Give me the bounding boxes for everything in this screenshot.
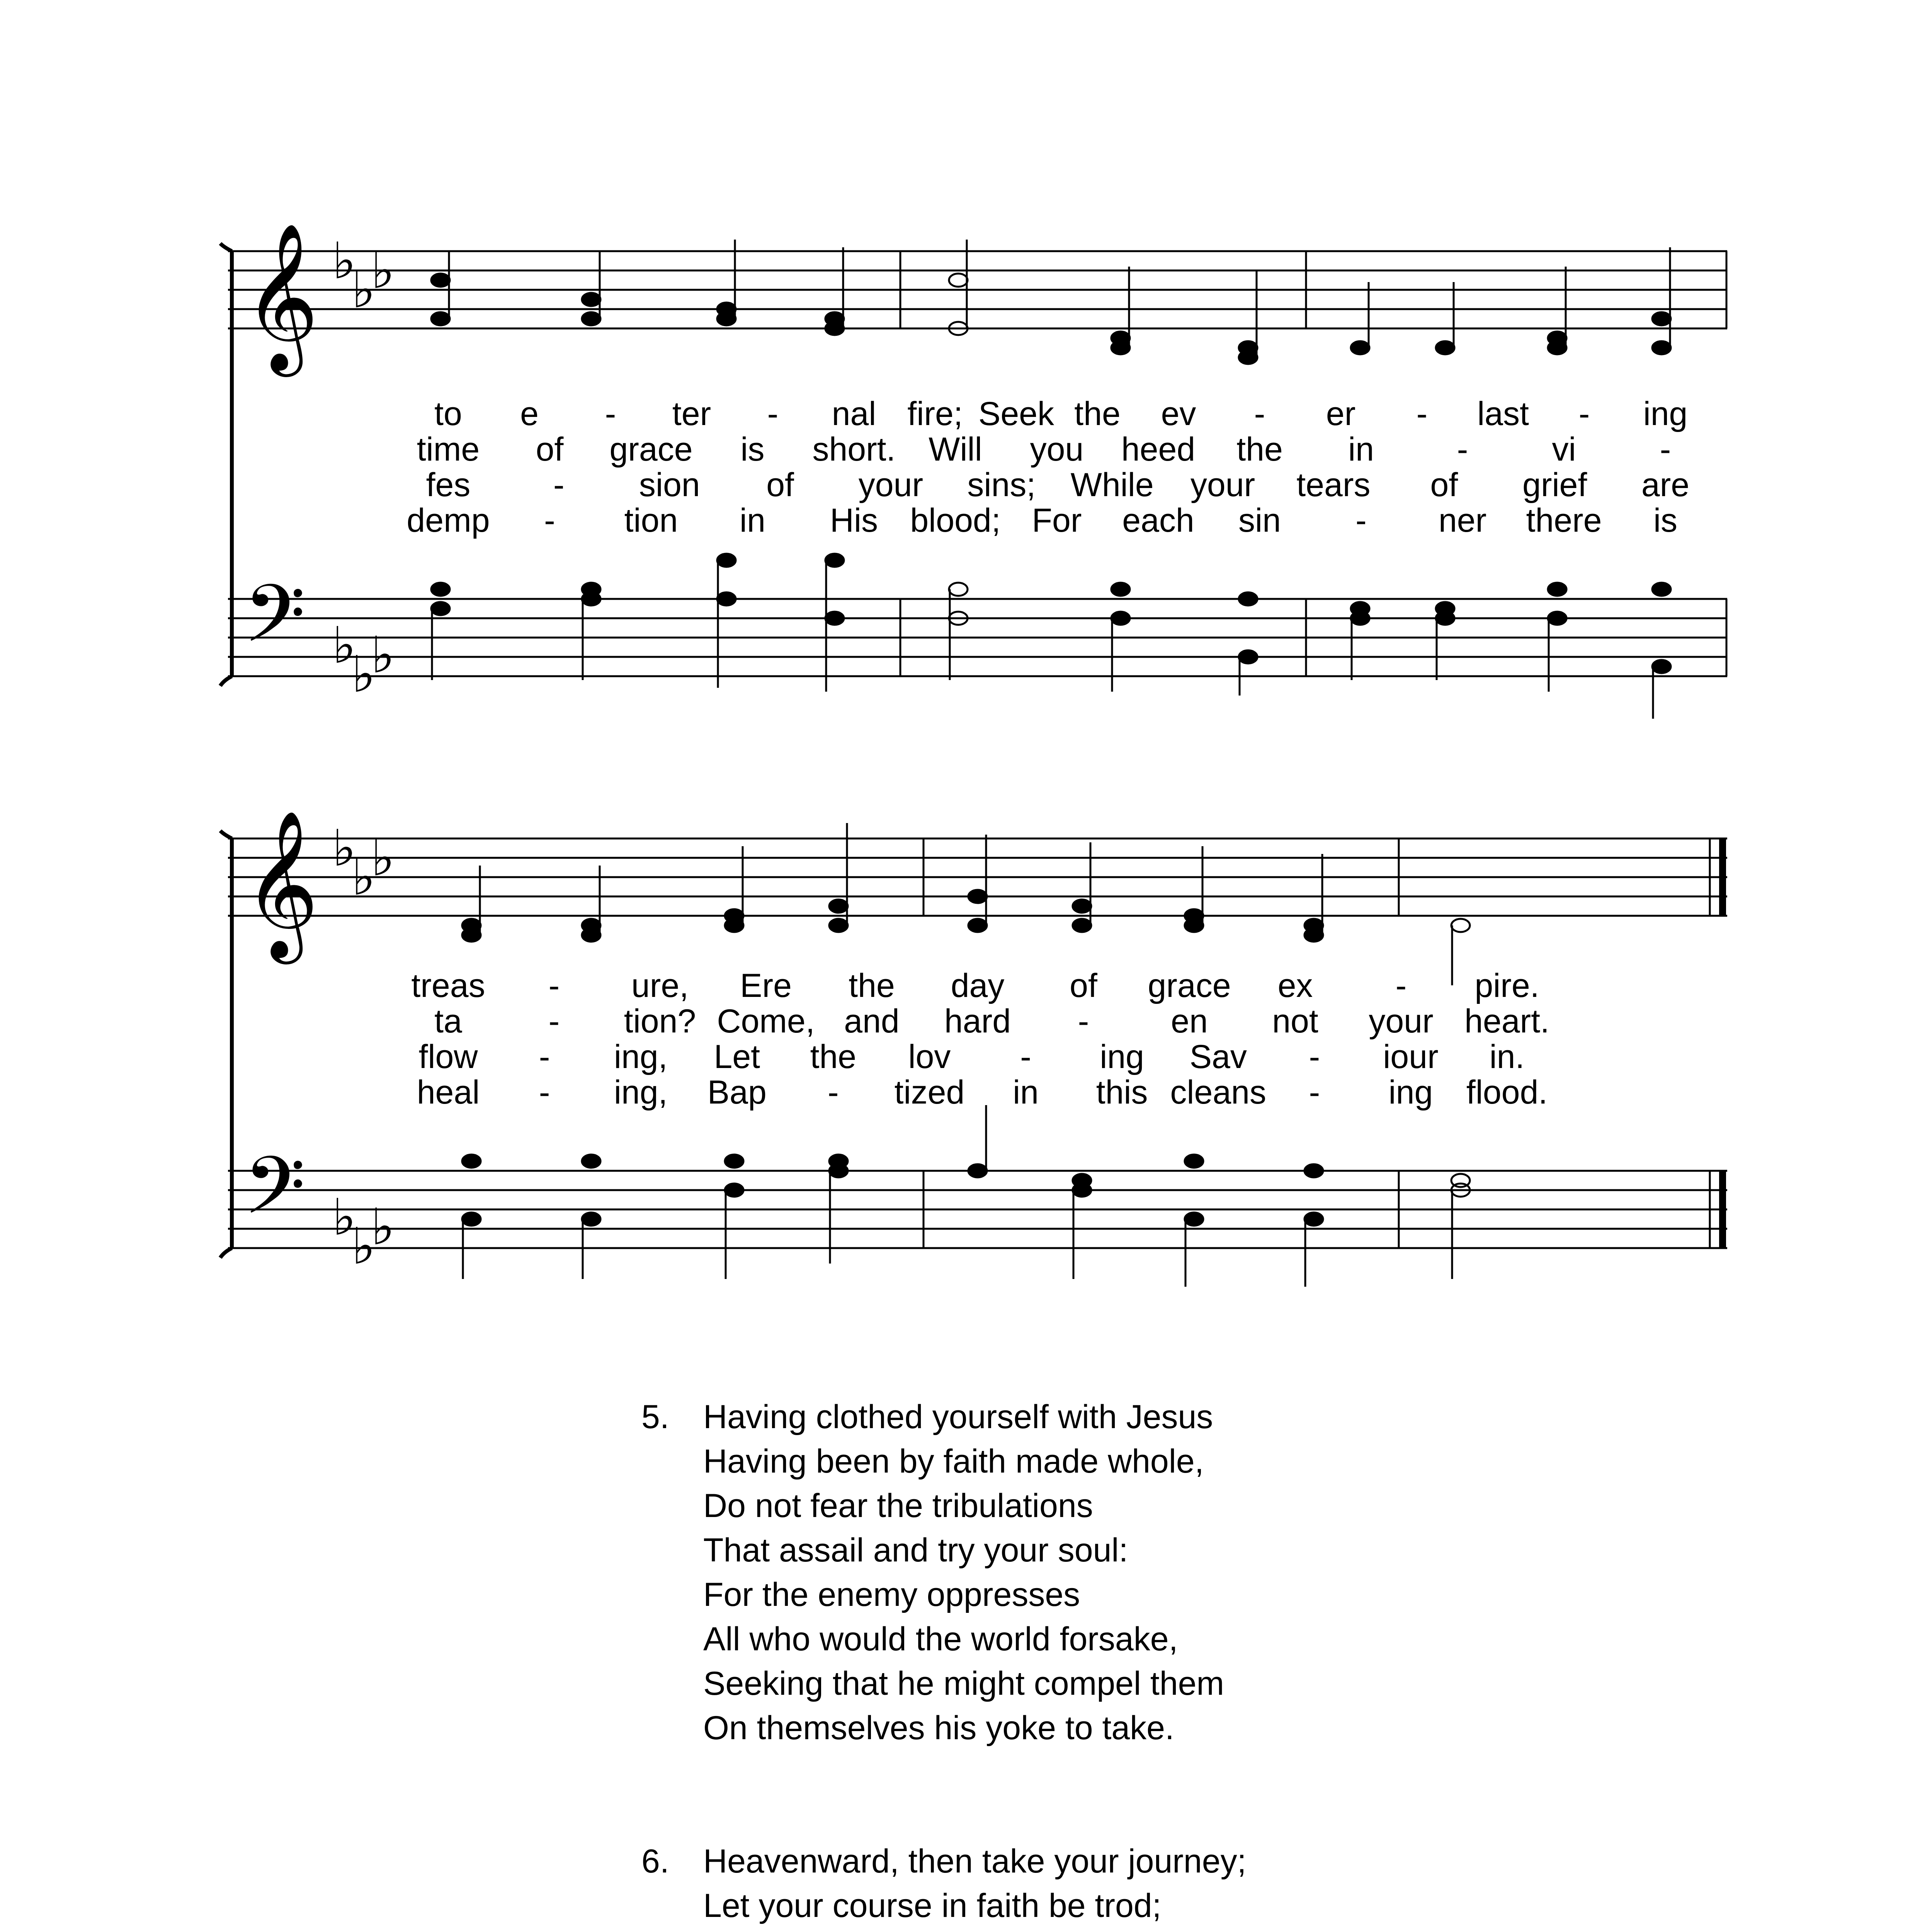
lyric-syllable: iour xyxy=(1383,1038,1439,1075)
lyric-syllable: nal xyxy=(832,395,876,432)
system2-bracket xyxy=(220,831,232,1258)
svg-text:♭: ♭ xyxy=(371,1197,395,1256)
lyric-syllable: demp xyxy=(406,502,490,539)
lyric-syllable: ing, xyxy=(614,1074,668,1111)
lyric-syllable: are xyxy=(1641,466,1690,503)
lyric-syllable: Let xyxy=(714,1038,760,1075)
lyric-syllable: Come, xyxy=(717,1003,815,1040)
svg-text:♭: ♭ xyxy=(352,260,376,319)
lyric-syllable: - xyxy=(1660,431,1671,468)
lyric-syllable: and xyxy=(844,1003,900,1040)
lyric-syllable: ev xyxy=(1161,395,1196,432)
lyric-syllable: cleans xyxy=(1170,1074,1267,1111)
lyric-syllable: ing, xyxy=(614,1038,668,1075)
lyric-syllable: - xyxy=(1355,502,1367,539)
lyric-syllable: tears xyxy=(1296,466,1371,503)
verse-number: 6. xyxy=(641,1843,669,1880)
lyric-syllable: ing xyxy=(1643,395,1688,432)
lyric-syllable: - xyxy=(1309,1038,1320,1075)
treble-clef-icon: 𝄞 xyxy=(243,809,319,957)
verse-line: Having been by faith made whole, xyxy=(703,1443,1204,1480)
lyric-syllable: - xyxy=(605,395,616,432)
lyric-syllable: grace xyxy=(609,431,693,468)
system1-treble-notes xyxy=(431,240,1671,364)
lyric-syllable: vi xyxy=(1552,431,1576,468)
lyric-syllable: you xyxy=(1030,431,1084,468)
lyric-syllable: tized xyxy=(894,1074,965,1111)
lyric-syllable: the xyxy=(1074,395,1121,432)
lyric-syllable: not xyxy=(1272,1003,1318,1040)
lyric-syllable: blood; xyxy=(910,502,1001,539)
verse-line: Let your course in faith be trod; xyxy=(703,1887,1162,1924)
system1-bass-notes xyxy=(431,554,1671,719)
system2-treble-staff xyxy=(228,838,1727,916)
lyric-syllable: pire. xyxy=(1475,967,1539,1004)
lyric-syllable: Seek xyxy=(978,395,1054,432)
lyric-syllable: e xyxy=(520,395,539,432)
lyric-syllable: in xyxy=(740,502,765,539)
lyric-syllable: sins; xyxy=(967,466,1036,503)
lyric-syllable: - xyxy=(548,967,560,1004)
lyric-syllable: the xyxy=(1236,431,1283,468)
svg-text:♭: ♭ xyxy=(332,819,356,878)
lyric-syllable: there xyxy=(1526,502,1602,539)
lyric-syllable: hard xyxy=(944,1003,1011,1040)
lyric-syllable: the xyxy=(810,1038,857,1075)
lyric-syllable: - xyxy=(1309,1074,1320,1111)
lyric-syllable: - xyxy=(539,1038,550,1075)
lyric-syllable: tion xyxy=(624,502,678,539)
lyric-syllable: - xyxy=(1416,395,1428,432)
svg-text:♭: ♭ xyxy=(371,828,395,887)
lyric-syllable: - xyxy=(1078,1003,1089,1040)
verse-5 xyxy=(641,1395,1224,1750)
lyric-syllable: in xyxy=(1348,431,1374,468)
lyric-syllable: each xyxy=(1122,502,1194,539)
verse-number: 5. xyxy=(641,1398,669,1435)
lyric-syllable: is xyxy=(740,431,765,468)
lyric-syllable: fes xyxy=(426,466,471,503)
lyric-syllable: ing xyxy=(1388,1074,1433,1111)
system2-bass-staff xyxy=(228,1171,1727,1248)
verse-line: Do not fear the tribulations xyxy=(703,1487,1093,1524)
svg-text:♭: ♭ xyxy=(332,616,356,675)
verse-line: All who would the world forsake, xyxy=(703,1621,1178,1658)
lyric-syllable: - xyxy=(1020,1038,1031,1075)
lyric-syllable: heart. xyxy=(1464,1003,1549,1040)
lyric-syllable: Ere xyxy=(740,967,792,1004)
lyric-syllable: sin xyxy=(1238,502,1281,539)
svg-text:♭: ♭ xyxy=(352,1217,376,1276)
lyric-syllable: - xyxy=(767,395,779,432)
lyric-syllable: ing xyxy=(1100,1038,1145,1075)
svg-text:♭: ♭ xyxy=(371,626,395,684)
lyric-syllable: is xyxy=(1653,502,1678,539)
lyric-syllable: ter xyxy=(672,395,711,432)
lyric-syllable: - xyxy=(1254,395,1265,432)
verse-line xyxy=(703,1928,1246,1932)
system2-lyrics xyxy=(411,967,1549,1111)
system1-treble-staff xyxy=(228,251,1727,328)
lyric-syllable: Sav xyxy=(1189,1038,1247,1075)
key-signature-flats xyxy=(332,231,395,1276)
svg-text:♭: ♭ xyxy=(371,241,395,300)
system1-bracket xyxy=(220,243,232,686)
verse-line: Having clothed yourself with Jesus xyxy=(703,1398,1213,1435)
lyric-syllable: your xyxy=(1369,1003,1434,1040)
lyric-syllable: time xyxy=(417,431,480,468)
svg-text:♭: ♭ xyxy=(332,1188,356,1247)
lyric-syllable: treas xyxy=(411,967,485,1004)
lyric-syllable: to xyxy=(434,395,462,432)
verse-line: That assail and try your soul: xyxy=(703,1532,1128,1569)
lyric-syllable: - xyxy=(1395,967,1407,1004)
lyric-syllable: your xyxy=(1190,466,1255,503)
lyric-syllable: er xyxy=(1326,395,1356,432)
lyric-syllable: the xyxy=(849,967,895,1004)
lyric-syllable: Bap xyxy=(707,1074,767,1111)
lyric-syllable: of xyxy=(1430,466,1458,503)
verse-6 xyxy=(641,1839,1246,1932)
bass-clef-icon: 𝄢 xyxy=(243,567,306,680)
bass-clef-icon: 𝄢 xyxy=(243,1139,306,1252)
lyric-syllable: short. xyxy=(812,431,896,468)
lyric-syllable: For xyxy=(1032,502,1082,539)
lyric-syllable: ta xyxy=(434,1003,462,1040)
lyric-syllable: your xyxy=(858,466,923,503)
lyric-syllable: While xyxy=(1070,466,1154,503)
lyric-syllable: of xyxy=(1070,967,1097,1004)
lyric-syllable: of xyxy=(536,431,564,468)
verse-line: For the enemy oppresses xyxy=(703,1576,1080,1613)
lyric-syllable: last xyxy=(1477,395,1529,432)
lyric-syllable: grief xyxy=(1522,466,1587,503)
lyric-syllable: in. xyxy=(1489,1038,1525,1075)
lyric-syllable: tion? xyxy=(624,1003,696,1040)
lyric-syllable: - xyxy=(1457,431,1468,468)
verse-line: On themselves his yoke to take. xyxy=(703,1709,1174,1747)
lyric-syllable: day xyxy=(951,967,1005,1004)
lyric-syllable: ure, xyxy=(631,967,689,1004)
lyric-syllable: - xyxy=(553,466,565,503)
lyric-syllable: - xyxy=(539,1074,550,1111)
lyric-syllable: this xyxy=(1096,1074,1148,1111)
lyric-syllable: sion xyxy=(639,466,700,503)
verse-line: Seeking that he might compel them xyxy=(703,1665,1225,1702)
lyric-syllable: grace xyxy=(1148,967,1231,1004)
system1-bass-staff xyxy=(228,599,1727,676)
svg-text:♭: ♭ xyxy=(332,231,356,290)
lyric-syllable: of xyxy=(766,466,794,503)
lyric-syllable: ex xyxy=(1277,967,1313,1004)
lyric-syllable: in xyxy=(1013,1074,1039,1111)
svg-text:♭: ♭ xyxy=(352,848,376,906)
lyric-syllable: flood. xyxy=(1466,1074,1548,1111)
system1-lyrics xyxy=(406,395,1689,539)
lyric-syllable: flow xyxy=(418,1038,478,1075)
lyric-syllable: Will xyxy=(929,431,982,468)
svg-text:♭: ♭ xyxy=(352,645,376,704)
lyric-syllable: - xyxy=(544,502,555,539)
lyric-syllable: lov xyxy=(908,1038,951,1075)
lyric-syllable: - xyxy=(828,1074,839,1111)
lyric-syllable: en xyxy=(1171,1003,1208,1040)
lyric-syllable: heal xyxy=(417,1074,480,1111)
system2-treble-notes xyxy=(462,823,1470,985)
lyric-syllable: - xyxy=(1578,395,1590,432)
lyric-syllable: fire; xyxy=(907,395,963,432)
treble-clef-icon: 𝄞 xyxy=(243,222,319,370)
lyric-syllable: heed xyxy=(1121,431,1196,468)
lyric-syllable: - xyxy=(548,1003,560,1040)
verse-line: Heavenward, then take your journey; xyxy=(703,1843,1247,1880)
lyric-syllable: ner xyxy=(1438,502,1487,539)
lyric-syllable: His xyxy=(830,502,878,539)
system2-bass-notes xyxy=(462,1105,1470,1287)
